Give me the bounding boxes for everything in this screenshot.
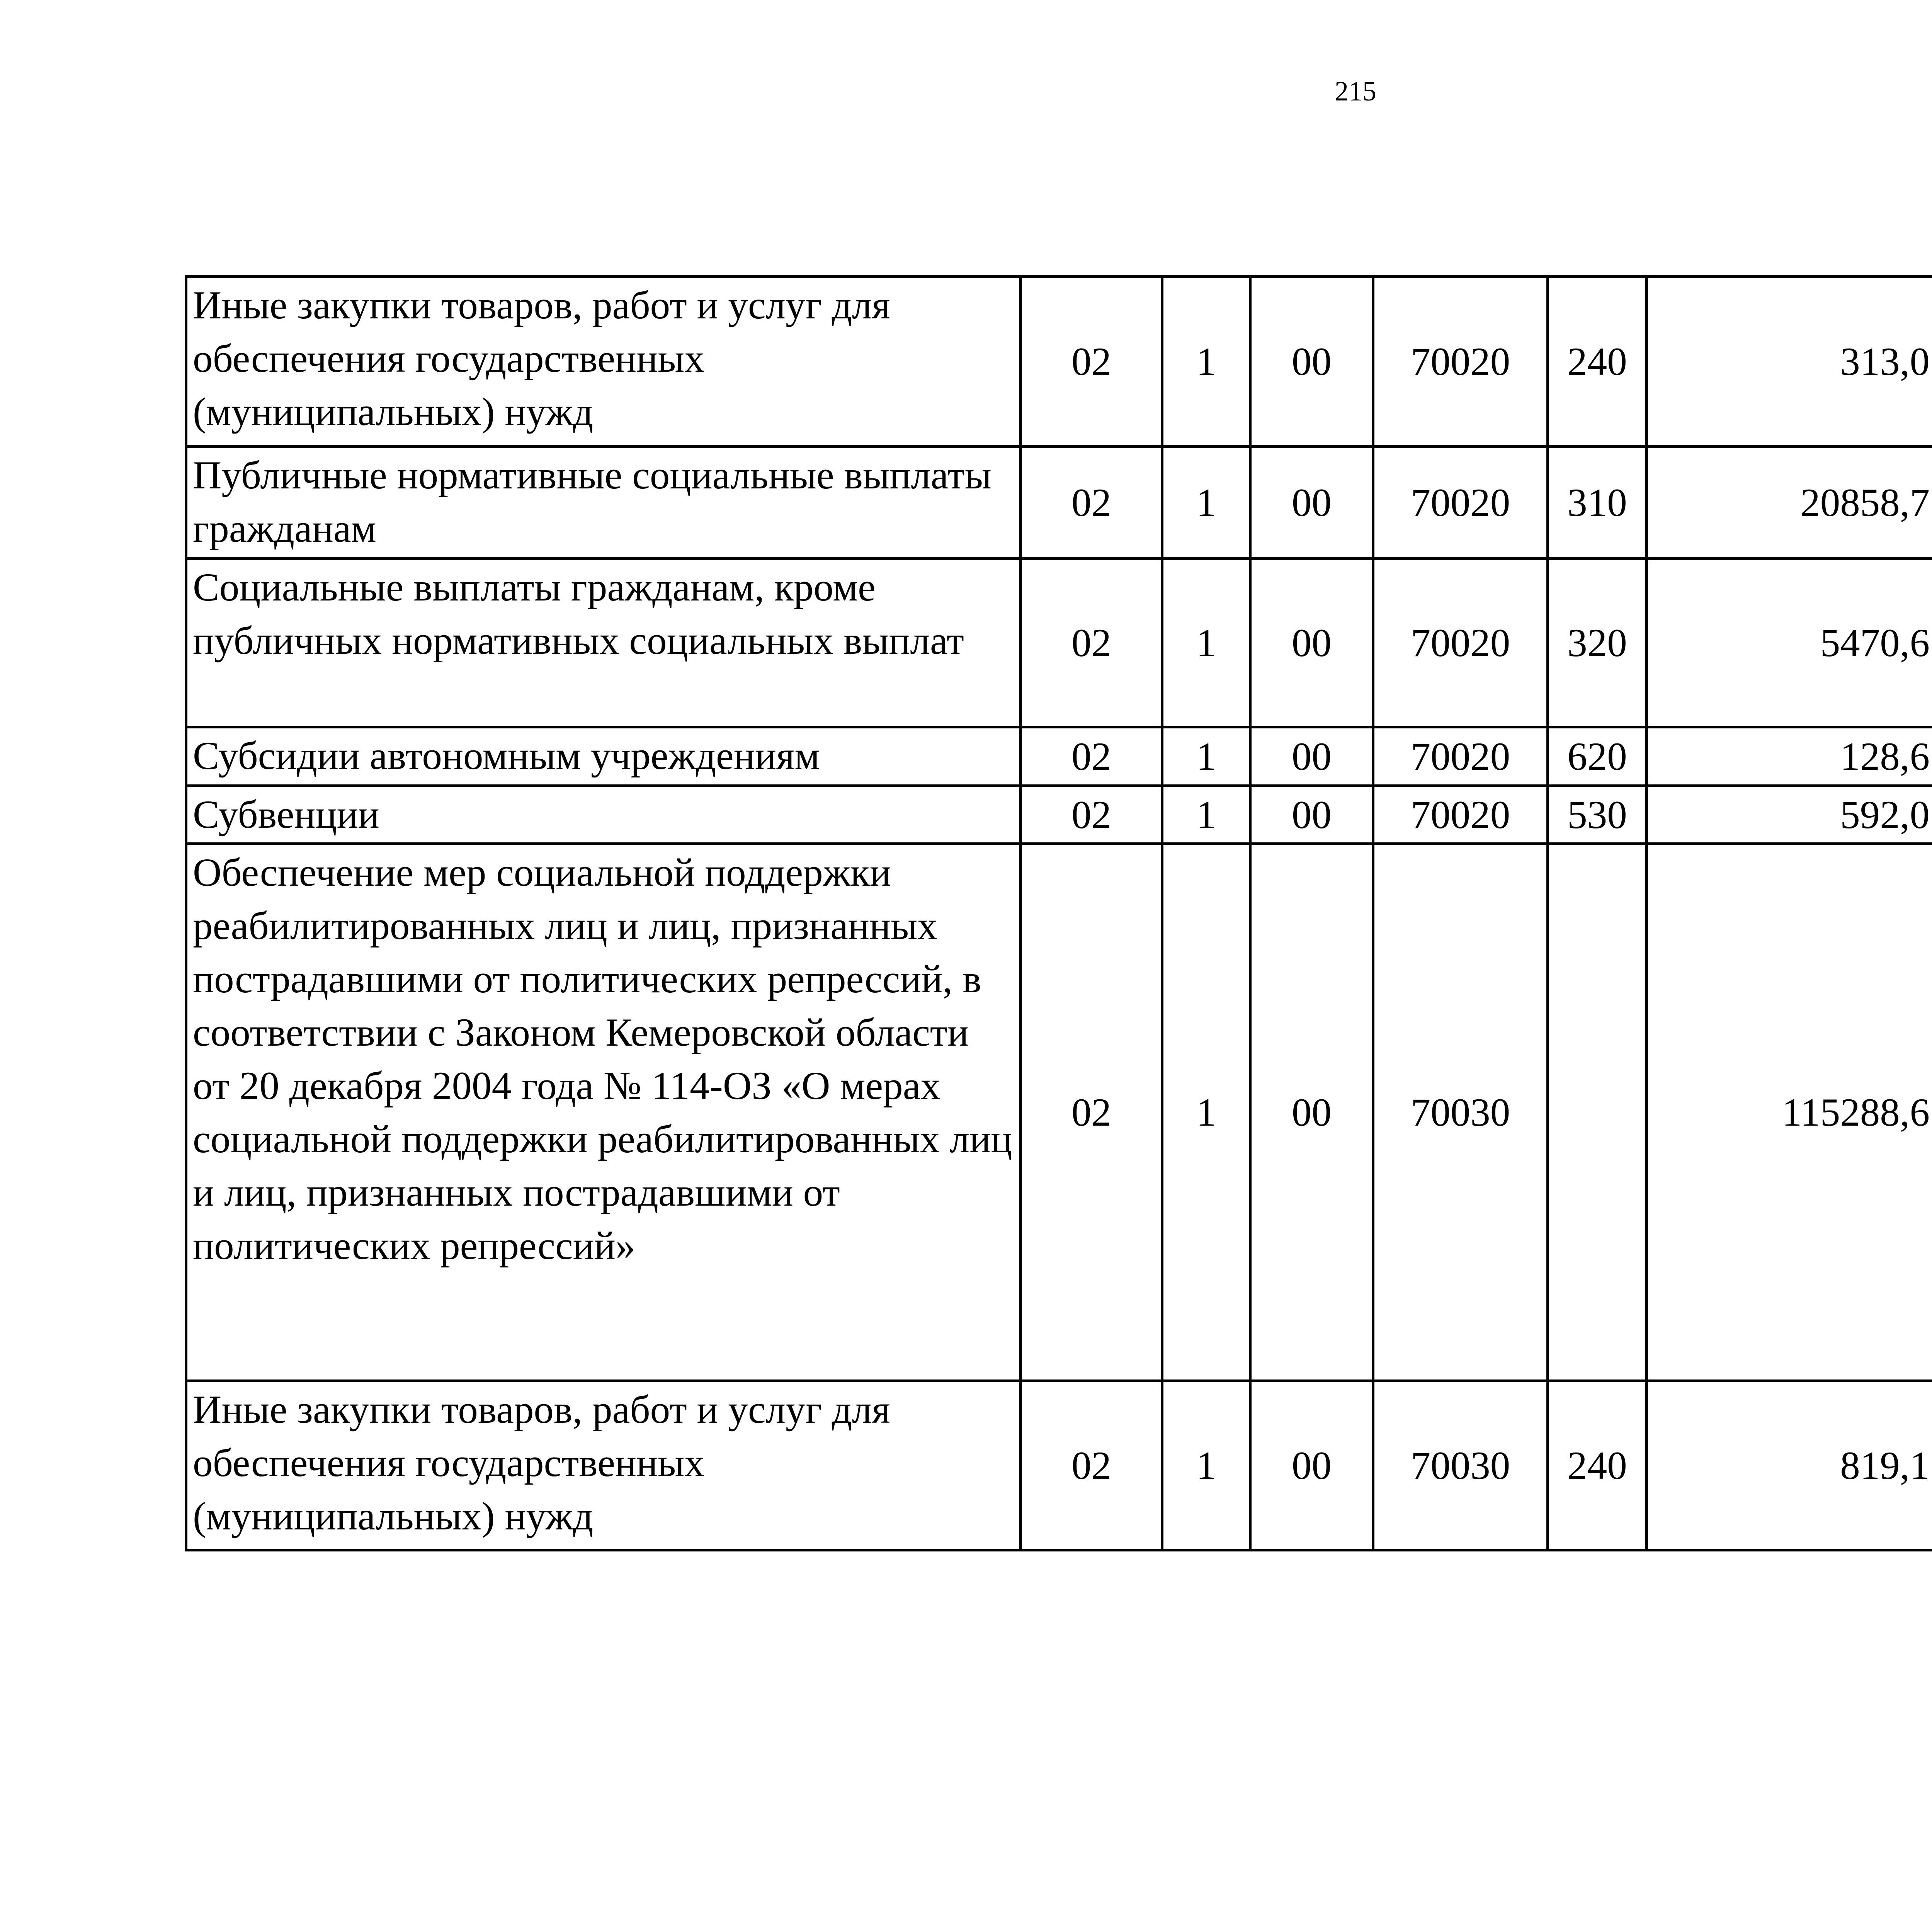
- cell-value-1: 592,0: [1647, 786, 1932, 844]
- cell-code-4: 70020: [1373, 727, 1548, 786]
- table-row: [186, 447, 1932, 559]
- cell-code-5: 620: [1548, 727, 1647, 786]
- cell-code-2: 1: [1162, 1381, 1250, 1550]
- cell-code-4: 70020: [1373, 277, 1548, 447]
- cell-value-1: 20858,7: [1647, 447, 1932, 559]
- cell-code-3: 00: [1250, 277, 1373, 447]
- cell-code-1: 02: [1021, 786, 1162, 844]
- cell-value-1: 313,0: [1647, 277, 1932, 447]
- cell-code-4: 70020: [1373, 786, 1548, 844]
- row-name: Субвенции: [186, 786, 1021, 844]
- cell-code-1: 02: [1021, 277, 1162, 447]
- table-row: [186, 559, 1932, 727]
- cell-code-2: 1: [1162, 447, 1250, 559]
- cell-code-1: 02: [1021, 727, 1162, 786]
- cell-code-1: 02: [1021, 447, 1162, 559]
- cell-code-2: 1: [1162, 277, 1250, 447]
- row-name: Субсидии автономным учреждениям: [186, 727, 1021, 786]
- table-row: [186, 844, 1932, 1381]
- cell-value-1: 115288,6: [1647, 844, 1932, 1381]
- cell-code-5: [1548, 844, 1647, 1381]
- row-name: Иные закупки товаров, работ и услуг для обеспечения государственных (муниципальных) нужд: [186, 1381, 1021, 1550]
- cell-code-4: 70020: [1373, 447, 1548, 559]
- cell-code-4: 70030: [1373, 1381, 1548, 1550]
- page-number: 215: [1335, 76, 1376, 107]
- cell-code-3: 00: [1250, 844, 1373, 1381]
- table-row: [186, 786, 1932, 844]
- cell-value-1: 5470,6: [1647, 559, 1932, 727]
- cell-code-5: 320: [1548, 559, 1647, 727]
- cell-code-5: 240: [1548, 277, 1647, 447]
- table-row: [186, 277, 1932, 447]
- cell-code-2: 1: [1162, 844, 1250, 1381]
- table-row: [186, 1381, 1932, 1550]
- cell-code-2: 1: [1162, 786, 1250, 844]
- row-name: Публичные нормативные социальные выплаты гражданам: [186, 447, 1021, 559]
- row-name: Обеспечение мер социальной поддержки реабилитированных лиц и лиц, признанных пострадавшими от политических репрессий, в соответствии с Законом Кемеровской области от 20 декабря 2004 года № 114-ОЗ «О мерах социальной поддержки реабилитированных лиц и лиц, признанных пострадавшими от политических репрессий»: [186, 844, 1021, 1381]
- cell-value-1: 819,1: [1647, 1381, 1932, 1550]
- cell-code-3: 00: [1250, 447, 1373, 559]
- budget-table: [185, 275, 1932, 1551]
- row-name: Социальные выплаты гражданам, кроме публичных нормативных социальных выплат: [186, 559, 1021, 727]
- cell-code-3: 00: [1250, 1381, 1373, 1550]
- cell-code-2: 1: [1162, 727, 1250, 786]
- cell-code-3: 00: [1250, 559, 1373, 727]
- table-row: [186, 727, 1932, 786]
- cell-code-1: 02: [1021, 559, 1162, 727]
- cell-code-3: 00: [1250, 727, 1373, 786]
- cell-code-1: 02: [1021, 1381, 1162, 1550]
- cell-value-1: 128,6: [1647, 727, 1932, 786]
- cell-code-5: 310: [1548, 447, 1647, 559]
- cell-code-5: 530: [1548, 786, 1647, 844]
- cell-code-4: 70020: [1373, 559, 1548, 727]
- cell-code-4: 70030: [1373, 844, 1548, 1381]
- cell-code-5: 240: [1548, 1381, 1647, 1550]
- cell-code-3: 00: [1250, 786, 1373, 844]
- cell-code-1: 02: [1021, 844, 1162, 1381]
- cell-code-2: 1: [1162, 559, 1250, 727]
- row-name: Иные закупки товаров, работ и услуг для обеспечения государственных (муниципальных) нужд: [186, 277, 1021, 447]
